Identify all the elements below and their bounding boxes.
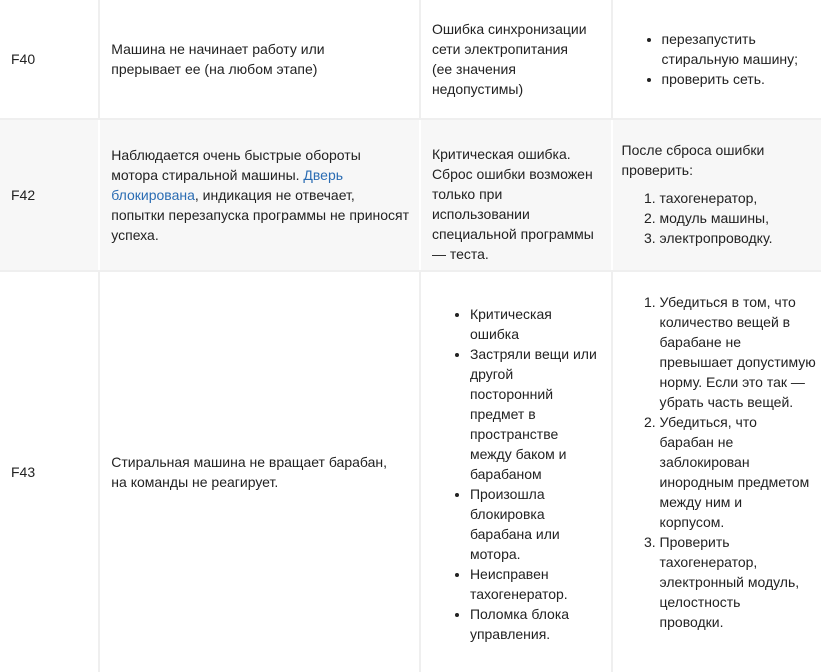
description-text: Наблюдается очень быстрые обороты мотора стиральной машины. Дверь блокирована, индикация не отвечает, попытки перезапуска программы не приносят успеха. (111, 147, 410, 243)
cause-cell (421, 120, 611, 270)
error-code: F43 (11, 464, 36, 480)
cause-text: Критическая ошибка. Сброс ошибки возможен только при использовании специальной программы — теста. (431, 146, 594, 262)
code-cell (0, 0, 98, 118)
error-code: F42 (11, 187, 36, 203)
cause-cell (421, 0, 611, 118)
cause-cell (421, 272, 611, 672)
solution-list (622, 188, 817, 248)
solution-intro: После сброса ошибки проверить: (621, 142, 765, 178)
description-text: Машина не начинает работу или прерывает ее (на любом этапе) (111, 41, 325, 77)
list-item: • Застряли вещи или другой посторонний предмет в пространстве между баком и барабаном (470, 344, 598, 484)
table-row-f42 (0, 120, 821, 270)
solution-list (622, 292, 817, 632)
description-text: Стиральная машина не вращает барабан, на команды не реагирует. (111, 454, 388, 490)
table-row-f43 (0, 272, 821, 672)
solution-cell (613, 0, 821, 118)
list-item: 3. электропроводку. (660, 228, 817, 248)
door-locked-link[interactable]: Дверь блокирована (111, 167, 344, 203)
description-cell (100, 0, 419, 118)
list-item: • перезапустить стиральную машину; (662, 29, 812, 69)
error-code: F40 (11, 51, 36, 67)
list-item: 1. тахогенератор, (660, 188, 817, 208)
code-cell (0, 272, 98, 672)
table-row-f40 (0, 0, 821, 118)
list-item: 2. модуль машины, (660, 208, 817, 228)
description-cell (100, 272, 419, 672)
cause-text: Ошибка синхронизации сети электропитания (ее значения недопустимы) (431, 21, 587, 97)
list-item: 2. Убедиться, что барабан не заблокирован инородным предметом между ним и корпусом. (660, 412, 810, 532)
code-cell (0, 120, 98, 270)
cause-list (432, 304, 605, 644)
solution-list (622, 29, 817, 89)
list-item: 3. Проверить тахогенератор, электронный модуль, целостность проводки. (660, 532, 805, 632)
list-item: • Критическая ошибка (470, 304, 570, 344)
solution-cell (613, 120, 821, 270)
list-item: • Поломка блока управления. (470, 604, 580, 644)
list-item: • Неисправен тахогенератор. (470, 564, 580, 604)
list-item: • Произошла блокировка барабана или мотора. (470, 484, 570, 564)
description-cell (100, 120, 419, 270)
list-item: • проверить сеть. (662, 69, 817, 89)
solution-cell (613, 272, 821, 672)
list-item: 1. Убедиться в том, что количество вещей в барабане не превышает допустимую норму. Если это так — убрать часть вещей. (660, 292, 818, 412)
